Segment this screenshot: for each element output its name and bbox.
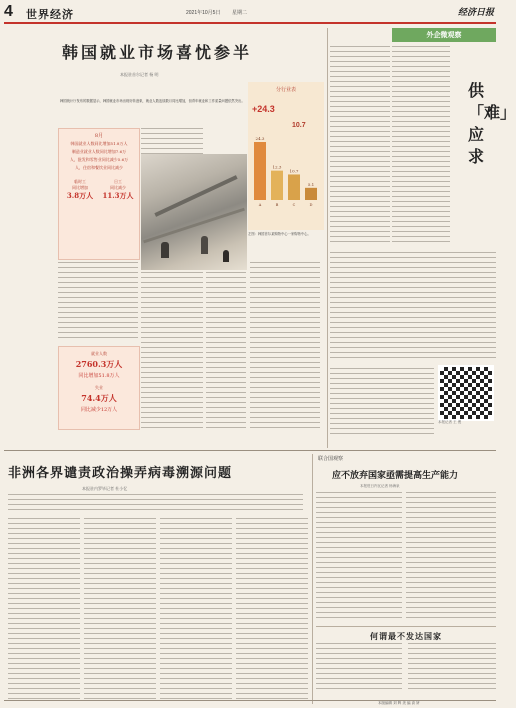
industry-chart-panel <box>248 82 324 230</box>
chart-bar <box>305 188 317 200</box>
photo-caption: 左图：韩国首尔某购物中心一家购物中心。 <box>248 232 311 236</box>
chart-label-right: 10.7 <box>292 122 306 129</box>
article3-body-column <box>406 492 496 620</box>
article-body-column <box>206 262 246 432</box>
industry-bar-chart <box>248 82 324 230</box>
article4-body <box>408 643 496 693</box>
article3-body-column <box>316 492 402 620</box>
sidebar-vertical-title: 供「难」应求 <box>468 81 516 166</box>
stats-box-line: 人，批发和零售业同比减少5.6万 <box>69 157 129 162</box>
stats-box2-value: 74.4万人 <box>81 393 117 403</box>
article-byline: 本报驻首尔记者 杨 明 <box>120 72 159 77</box>
chart-category-label: A <box>258 203 262 207</box>
stats-box2-line: 同比减少12万人 <box>80 407 118 413</box>
issue-weekday: 星期二 <box>232 10 248 16</box>
article-body-column <box>58 262 138 342</box>
article-body-column <box>250 262 320 432</box>
chart-category-label: C <box>292 203 296 207</box>
unemployment-stats-box <box>58 346 140 430</box>
chart-bar <box>288 174 300 200</box>
chart-title: 分行业表 <box>275 87 296 93</box>
stats-cell-value: 11.3万人 <box>102 191 134 200</box>
stats-box2-value: 2760.3万人 <box>75 359 123 369</box>
stats-cell-sub: 同比增加 <box>72 185 88 190</box>
sidebar-author: 本报记者 王 俊 <box>438 420 462 424</box>
chart-value-label: 5.1 <box>307 181 315 187</box>
article4-title: 何谓最不发达国家 <box>370 631 442 641</box>
article2-body-column <box>8 518 80 700</box>
article4-box <box>316 626 496 695</box>
article3-author: 本报驻日内瓦记者 杨海泉 <box>360 484 400 488</box>
stats-box-line: 人，住宿和餐饮业同比减少 <box>75 165 123 170</box>
mall-photo <box>141 154 247 270</box>
stats-box-line: 韩国就业人数同比增加51.8万人 <box>70 141 128 146</box>
article4-body <box>316 643 402 693</box>
article2-body-column <box>236 518 308 700</box>
page-footer: 本版编辑 刘 辉 美 编 高 妍 <box>378 701 420 705</box>
chart-label-left: +24.3 <box>252 104 275 114</box>
stats-cell-title: 临时工 <box>74 179 86 184</box>
footer-rule <box>4 700 496 701</box>
sidebar-body <box>392 46 450 246</box>
section-divider <box>4 450 496 451</box>
stats-cell-value: 3.8万人 <box>66 191 94 200</box>
page-number: 4 <box>4 3 13 20</box>
masthead: 经济日报 <box>458 8 495 18</box>
article-title: 韩国就业市场喜忧参半 <box>62 43 253 62</box>
stats-box2-line: 同比增加51.8万人 <box>78 373 120 379</box>
sidebar-divider <box>327 28 328 448</box>
stats-box2-line: 就业人数 <box>91 351 107 356</box>
sidebar-body <box>330 252 496 362</box>
stats-box-heading: 8月 <box>94 133 104 139</box>
article2-body-column <box>160 518 232 700</box>
stats-cell-sub: 同比减少 <box>110 185 126 190</box>
chart-category-label: B <box>275 203 279 207</box>
sidebar-column-label: 外企微观察 <box>392 28 496 42</box>
stats-box-line: 制造业就业人数同比增加7.6万 <box>71 149 127 154</box>
chart-value-label: 24.3 <box>255 136 265 141</box>
article-intro: 韩国统计厅发布的数据显示，韩国就业市场出现好转迹象，就业人数连续数月同比增加，但青年就业和工作质量问题依然突出。 <box>60 99 245 103</box>
chart-value-label: 10.7 <box>289 168 299 174</box>
issue-date: 2021年10月5日 <box>186 10 221 16</box>
chart-category-label: D <box>309 203 313 207</box>
stats-cell <box>63 179 97 201</box>
chart-bar <box>254 142 266 200</box>
article-body-column <box>141 262 203 432</box>
article2-lead <box>8 494 303 514</box>
article2-body-column <box>84 518 156 700</box>
section-title: 世界经济 <box>26 8 74 21</box>
stats-cell-title: 日工 <box>114 179 122 184</box>
sidebar-body <box>330 46 390 246</box>
chart-bar <box>271 171 283 200</box>
header-rule <box>4 22 496 24</box>
article2-title: 非洲各界谴责政治操弄病毒溯源问题 <box>8 466 233 481</box>
chart-value-label: 12.3 <box>272 164 282 170</box>
stats-cell <box>101 179 135 201</box>
employment-stats-box <box>58 128 140 260</box>
stats-box2-line: 失业 <box>95 385 103 390</box>
qr-code <box>438 365 494 421</box>
sidebar-body <box>330 368 434 438</box>
article3-title: 应不放弃国家亟需提高生产能力 <box>332 471 459 481</box>
article3-column: 联合国观察 <box>318 456 344 462</box>
article2-byline: 本报驻内罗毕记者 杜小忆 <box>82 486 128 491</box>
article3-divider <box>312 454 313 704</box>
